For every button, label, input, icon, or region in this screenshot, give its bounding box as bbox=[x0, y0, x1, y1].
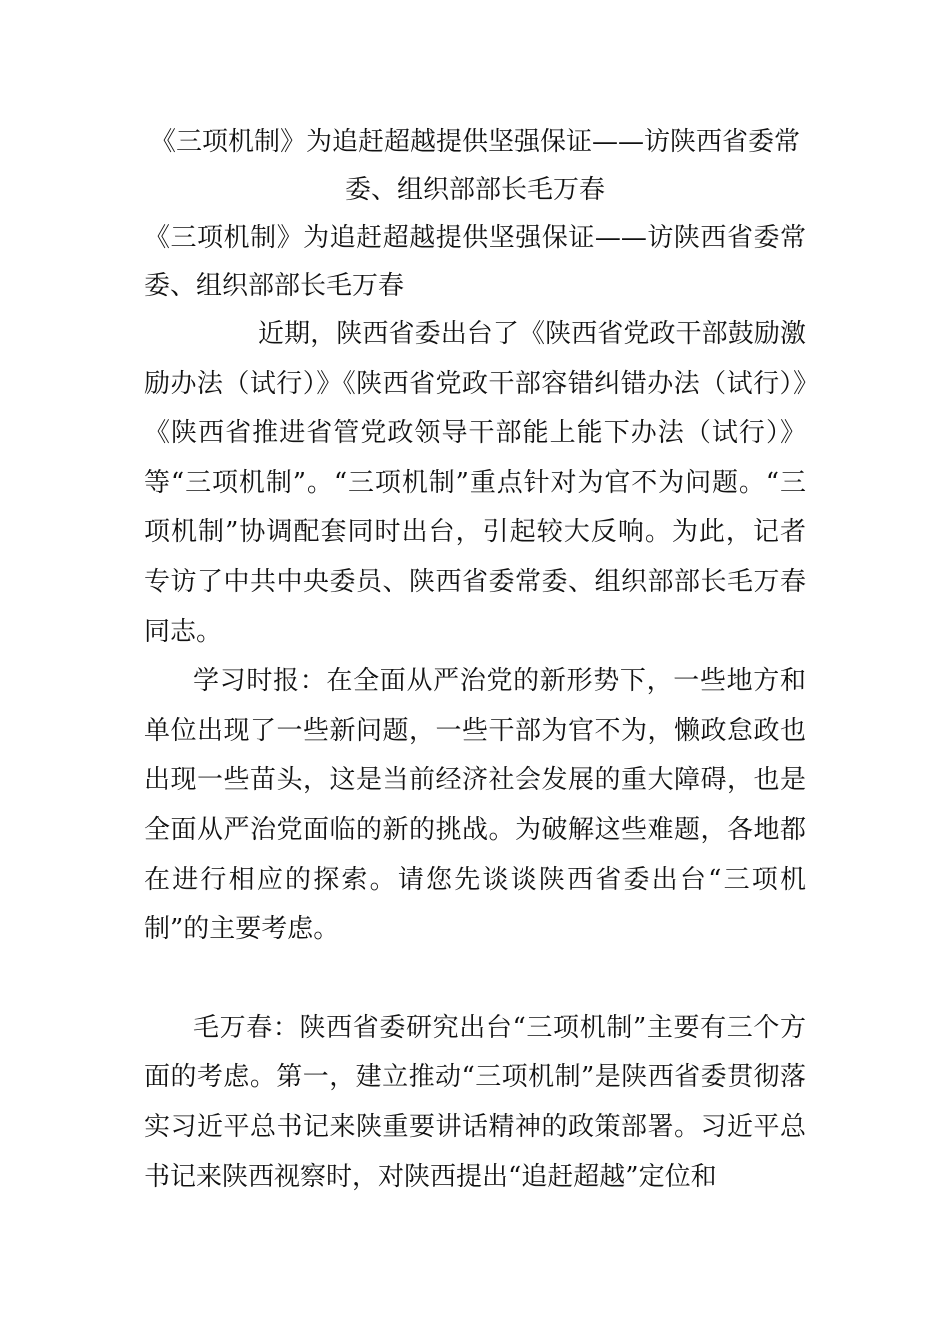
document-subtitle: 《三项机制》为追赶超越提供坚强保证——访陕西省委常委、组织部部长毛万春 bbox=[144, 223, 806, 301]
paragraph-spacer bbox=[144, 955, 806, 1004]
intro-paragraph: 近期，陕西省委出台了《陕西省党政干部鼓励激励办法（试行）》《陕西省党政干部容错纠错办法（试行）》《陕西省推进省管党政领导干部能上能下办法（试行）》等“三项机制”。“三项机制”重点针对为官不为问题。“三项机制”协调配套同时出台，引起较大反响。为此，记者专访了中共中央委员、陕西省委常委、组织部部长毛万春同志。 bbox=[144, 319, 806, 647]
question-paragraph: 学习时报：在全面从严治党的新形势下，一些地方和单位出现了一些新问题，一些干部为官不为，懒政怠政也出现一些苗头，这是当前经济社会发展的重大障碍，也是全面从严治党面临的新的挑战。为破解这些难题，各地都在进行相应的探索。请您先谈谈陕西省委出台“三项机制”的主要考虑。 bbox=[144, 666, 806, 945]
answer-paragraph: 毛万春：陕西省委研究出台“三项机制”主要有三个方面的考虑。第一，建立推动“三项机制”是陕西省委贯彻落实习近平总书记来陕重要讲话精神的政策部署。习近平总书记来陕西视察时，对陕西提出“追赶超越”定位和 bbox=[144, 1012, 806, 1192]
document-page bbox=[144, 118, 806, 1202]
document-title: 《三项机制》为追赶超越提供坚强保证——访陕西省委常委、组织部部长毛万春 bbox=[149, 127, 800, 205]
